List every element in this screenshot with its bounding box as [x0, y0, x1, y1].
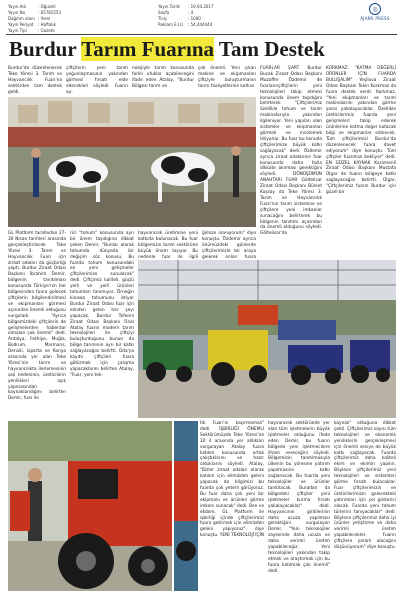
headline-tail: Tam Destek	[214, 37, 325, 61]
meta-value: : 1000	[188, 16, 201, 21]
tractor-hall-illustration	[138, 260, 396, 418]
article-col-6: KORKMAZ: "KATMA DEĞERLİ ÜRÜNLER İÇİN FUARDA BULUŞALIM" Yeşilova Ziraat Odası Başkanı Tekin Korkmaz da fuara destek verdi. Korkmaz, "Yeni ekipmanları ve tarım makinalarını yakından görme şansı yakalayacaklar. Özellikle üreticilerimiz fuarda yeni gelişmeleri takip ederek ürünlerine katma değer katacak bilgi ve ekipmanlar edinecek. Tüm çiftçilerimizi Burdur'da düzenlenecek fuara davet ediyorum" diye konuştu. Tüm çiftçiler fuarımızı bekliyor" dedi. EN GÜZEL KAYNAK Karamenli Ziraat Odası Başkanı Mustafa Ülgar de fuarın bölgeye katkı sağlayacağını belirtti. Ülgar, "Çiftçilerimiz fuarın Burdur için güzel bir	[326, 66, 396, 196]
article-col-3: nolojiyle tarım konusunda farklı ufuklar açabilecegini ifade eden Atalay, "Burdur Bölgesi tarım ve	[132, 66, 194, 89]
headline	[9, 37, 394, 61]
machinery-detail-photo	[174, 421, 198, 591]
meta-label: Sayfa	[158, 10, 170, 15]
meta-label: Tiraj	[158, 16, 167, 21]
meta-value: : 54,444444	[188, 22, 213, 27]
meta-value: : 65781553	[38, 10, 61, 15]
logo-mark-icon: ◎	[369, 3, 381, 15]
article-col-5: FUARLAR ŞART Burdur Bucak Ziraat Odası Başkanı Muzaffer Özdemir de fuarlarınçiftçilerin yeni teknolojileri takip etmesi konusunda önem taşıdığını belirterek "Çiftçilerimiz özellikle tohum ve tarım makinalarıyla yakından ilgileniyor. Yeni yapılan olan sistemler ve ekipmanları görmek ve incelemek istiyorlar. Bu fuar bu konuda çiftçilerimize büyük katkı sağlayacak" dedi. Özdemir ayrıca ziraat odalarının fuar konusunda daha fazla dikkate alınması gerektiğini söyledi. DÖNÜŞÜMÜN ANAHTARI FUAR Göltelisar Ziraat Odası Başkanı Bülent Kuşsoy da Teke Yöresi 3. Tarım ve Hayvancılık Fuarı'nın tarım sistemine ve çiftçilere yeni imkanlar sunacağını belirterek bu bölgenin tanıtımı açısından da önemli olduğunu söyledi. Göltelisar'da	[260, 66, 322, 237]
meta-label: Yayın Tarihi	[158, 4, 181, 9]
meta-label: Yayın Adı	[8, 4, 26, 9]
article-col-bottom-2: hayvancılık sektöründe yer alan tüm işletmelerin büyük işletmeler olduğunu ifade eden Demir, bu fuarın bölgede yeni işletmecilere ilham vereceğini söyledi. Bölgemizin tanıtılmasıyla ülkenin bu yöresine yatırım yapılmasına katkı sağlanacak. Bu fuarda yeni teknolojiler ve ürünler tanıtılacak. Buradan da bölgedeki çiftçiler yeni işletmeler kurma fırsatı yakalayacaklar" dedi. Hayvancının girdilerinin daha ucuza yapılması gerektiğini vurgulayan Demir, "Yeni teknolojiler sayesinde daha ucuza ve daha verimli üretim yapabileceğiz. Yeni teknolojileri yakından takip etmek ve araştırmak için bu fuara katılmak çok önemli" dedi.	[268, 421, 330, 574]
article-col-mid-1: GL Platform tarafından 27-30 Nisan tarihleri arasında gerçekleştirilecek Teke Yöresi 3. Tarım ve Hayvancılık Fuarı için ziraat odaları da güçbirliği yaptı. Burdur Ziraat Odası Başkanı İbrahim Demir, bölgenin tanıtılması konusunda Türkiye'nin her bölgesinden fuara gelecek çiftçilerin bilgilendirilmesi ve ekipmanları görmesi açısından önemli olduğunu vurguladı. "Ayrıca bölgemizdeki çiftçilerin de gelişmelerden haberdar olmaları çok önemli" dedi. Antalya, Fethiye, Muğla, Bodrum, Marmaris, Denizli, Isparta ve Konya arasında yer alan Teke Yöresi'nin tarım ve hayvancılıkta ilerlemesinin asıl nedeninin, üreticilerin yenilikleri açık yapmasından kaynaklandığını belirten Demir, fuar ile	[8, 231, 66, 402]
article-col-bottom-3: kaynak" olduğuna dikkat çekti. Çiftçilerimiz sayısı tüm teknolojileri ve ekonomik yeniliklerin gerçekleşmesi için önemli seviye de büyük katkı sağlayacak. Fuarda çiftçilerimiz daha kaliteli ekim ve ekimin yapılırı. Böylece çiftçilerimiz yeni teknolojileri ve sistemleri görme fırsatı bulacaklar. Fuar çiftçilerimizin ve üreticilerimizin gelecekteki yatırımları için yol gösterici olacak. Fuarda yeni tohum türlerini tanıyacaklar" dedi. Böylece çiftçilerimiz daha iyi ürünler yetiştirme ve daha verimli üretim yapabilecekler. Fuarın çiftçilere yararlı olacağını düşünüyorum" diye konuştu.	[334, 421, 396, 551]
meta-label: Yayın Periyot	[8, 22, 34, 27]
meta-value: : 19.04.2017	[188, 4, 214, 9]
machinery-detail-illustration	[174, 421, 198, 591]
ajans-press-logo	[355, 3, 395, 23]
article-col-mid-2: rici "tohum" konusunda ayrı bir önem taşıdığına dikkat çeken Demir, "Bunlar olarak tohumda dünyada bir değişim söz konusu. Bu fuarda tohum konusundaki en yeni gelişmeler çiftçilerimize sunulacak" dedi. Çiftçimiz kaliteli, güçlü yerli ve yerli ürünleri tohumları tanımıyor. Örneğin kinowa tohumunu istiyor Burdur Ziraat Odası fuar için elinden gelen her şeyi yapacak. Burdur Tefenni Ziraat Odası Başkanı Ünal Atalay fuarın modern tarım teknolojileri ile çiftçiyi buluşturduğunu bunun da bölge tarımının ayrı bir katkı sağlayacağını belirtti. Oda'ya kayıtlı çiftçileri fuara götürmek için çalışma yapacaklarını belirten Atalay, "Fuar, yeni tek-	[70, 231, 134, 378]
tractor-hall-photo	[138, 260, 396, 418]
article-col-1: Burdur'da düzenlenecek Teke Yöresi 3. Tarım ve Hayvancılık Fuarı'na sektörden tam destek geldi.	[8, 66, 62, 95]
red-tractor-photo	[8, 421, 172, 591]
article-col-mid-4: ğimize inanıyorum" diye konuştu. Özdemir ayrıca önümüzdeki günlerde çiftçilerimizle bir araya gelerek onları fuara	[202, 231, 256, 260]
meta-value: : 4	[188, 10, 194, 15]
meta-value: : Yerel	[38, 16, 51, 21]
meta-value: : Haftalık	[38, 22, 56, 27]
headline-highlight: Tarım Fuarına	[81, 37, 215, 61]
article-col-4: çok önemli. Yeni çıkan makine ve ekipmanları çiftçiyle buluşturmanın tarım faaliyetlerine katkısı	[198, 66, 256, 89]
cattle-photo-illustration	[8, 97, 256, 227]
meta-label: Yayın Tipi	[8, 28, 27, 33]
meta-row	[158, 22, 268, 28]
meta-value: : Oğuzeli	[38, 4, 56, 9]
meta-label: Dağıtım alanı	[8, 16, 35, 21]
meta-label: Yayın No	[8, 10, 26, 15]
red-tractor-illustration	[8, 421, 172, 591]
meta-value: : Gazete	[38, 28, 55, 33]
logo-text: AJANS PRESS	[360, 16, 390, 21]
meta-label: Reklam E.(s)	[158, 22, 184, 27]
meta-right	[158, 4, 268, 28]
article-col-mid-3: hayvancılık üretimine yeni katkıda bulunacak. Bu fuar bölgemizin tarım sektörüne büyük önem taşıyor. Bu nedenle fuar ile ilgili	[138, 231, 198, 260]
header-divider	[6, 34, 397, 35]
article-col-bottom-1: tik Fuarı'nı kaçırmamalı" dedi. İŞBİRLİĞİ ÖNEMLİ Sektörümüzde Teke Yöresi'ne 10 il arasında yer aldıkları vurgulayan Atalay fuara katılım konusunda ortak çalıştıklarını ve hazır olduklarını söyledi. Atalay, "Bizler ziraat odaları olarak katılım için elimizden geleni yapacak da bilgimizi bu fuarda çok yeterli görüyoruz. Bu fuar daha çok yeni bir ekipmanı ve ürünleri görme imkanı sunacak" dedi. Ben ve ekibim, GL Platform ile işbirliği içinde çiftçilerimizi fuara getirmek için elimizden geleni yapıyoruz" diye konuştu. YENİ TEKNOLOJİ İÇİN	[200, 421, 265, 539]
article-col-2: çiftçilerin yeni tarım yoğunlaşmasının yakından görmesi fırsatı elde edecekleri söyledi. Fuarın ay-	[66, 66, 128, 95]
cattle-fair-photo	[8, 97, 256, 227]
meta-left	[8, 4, 108, 34]
headline-lead: Burdur	[9, 37, 82, 61]
